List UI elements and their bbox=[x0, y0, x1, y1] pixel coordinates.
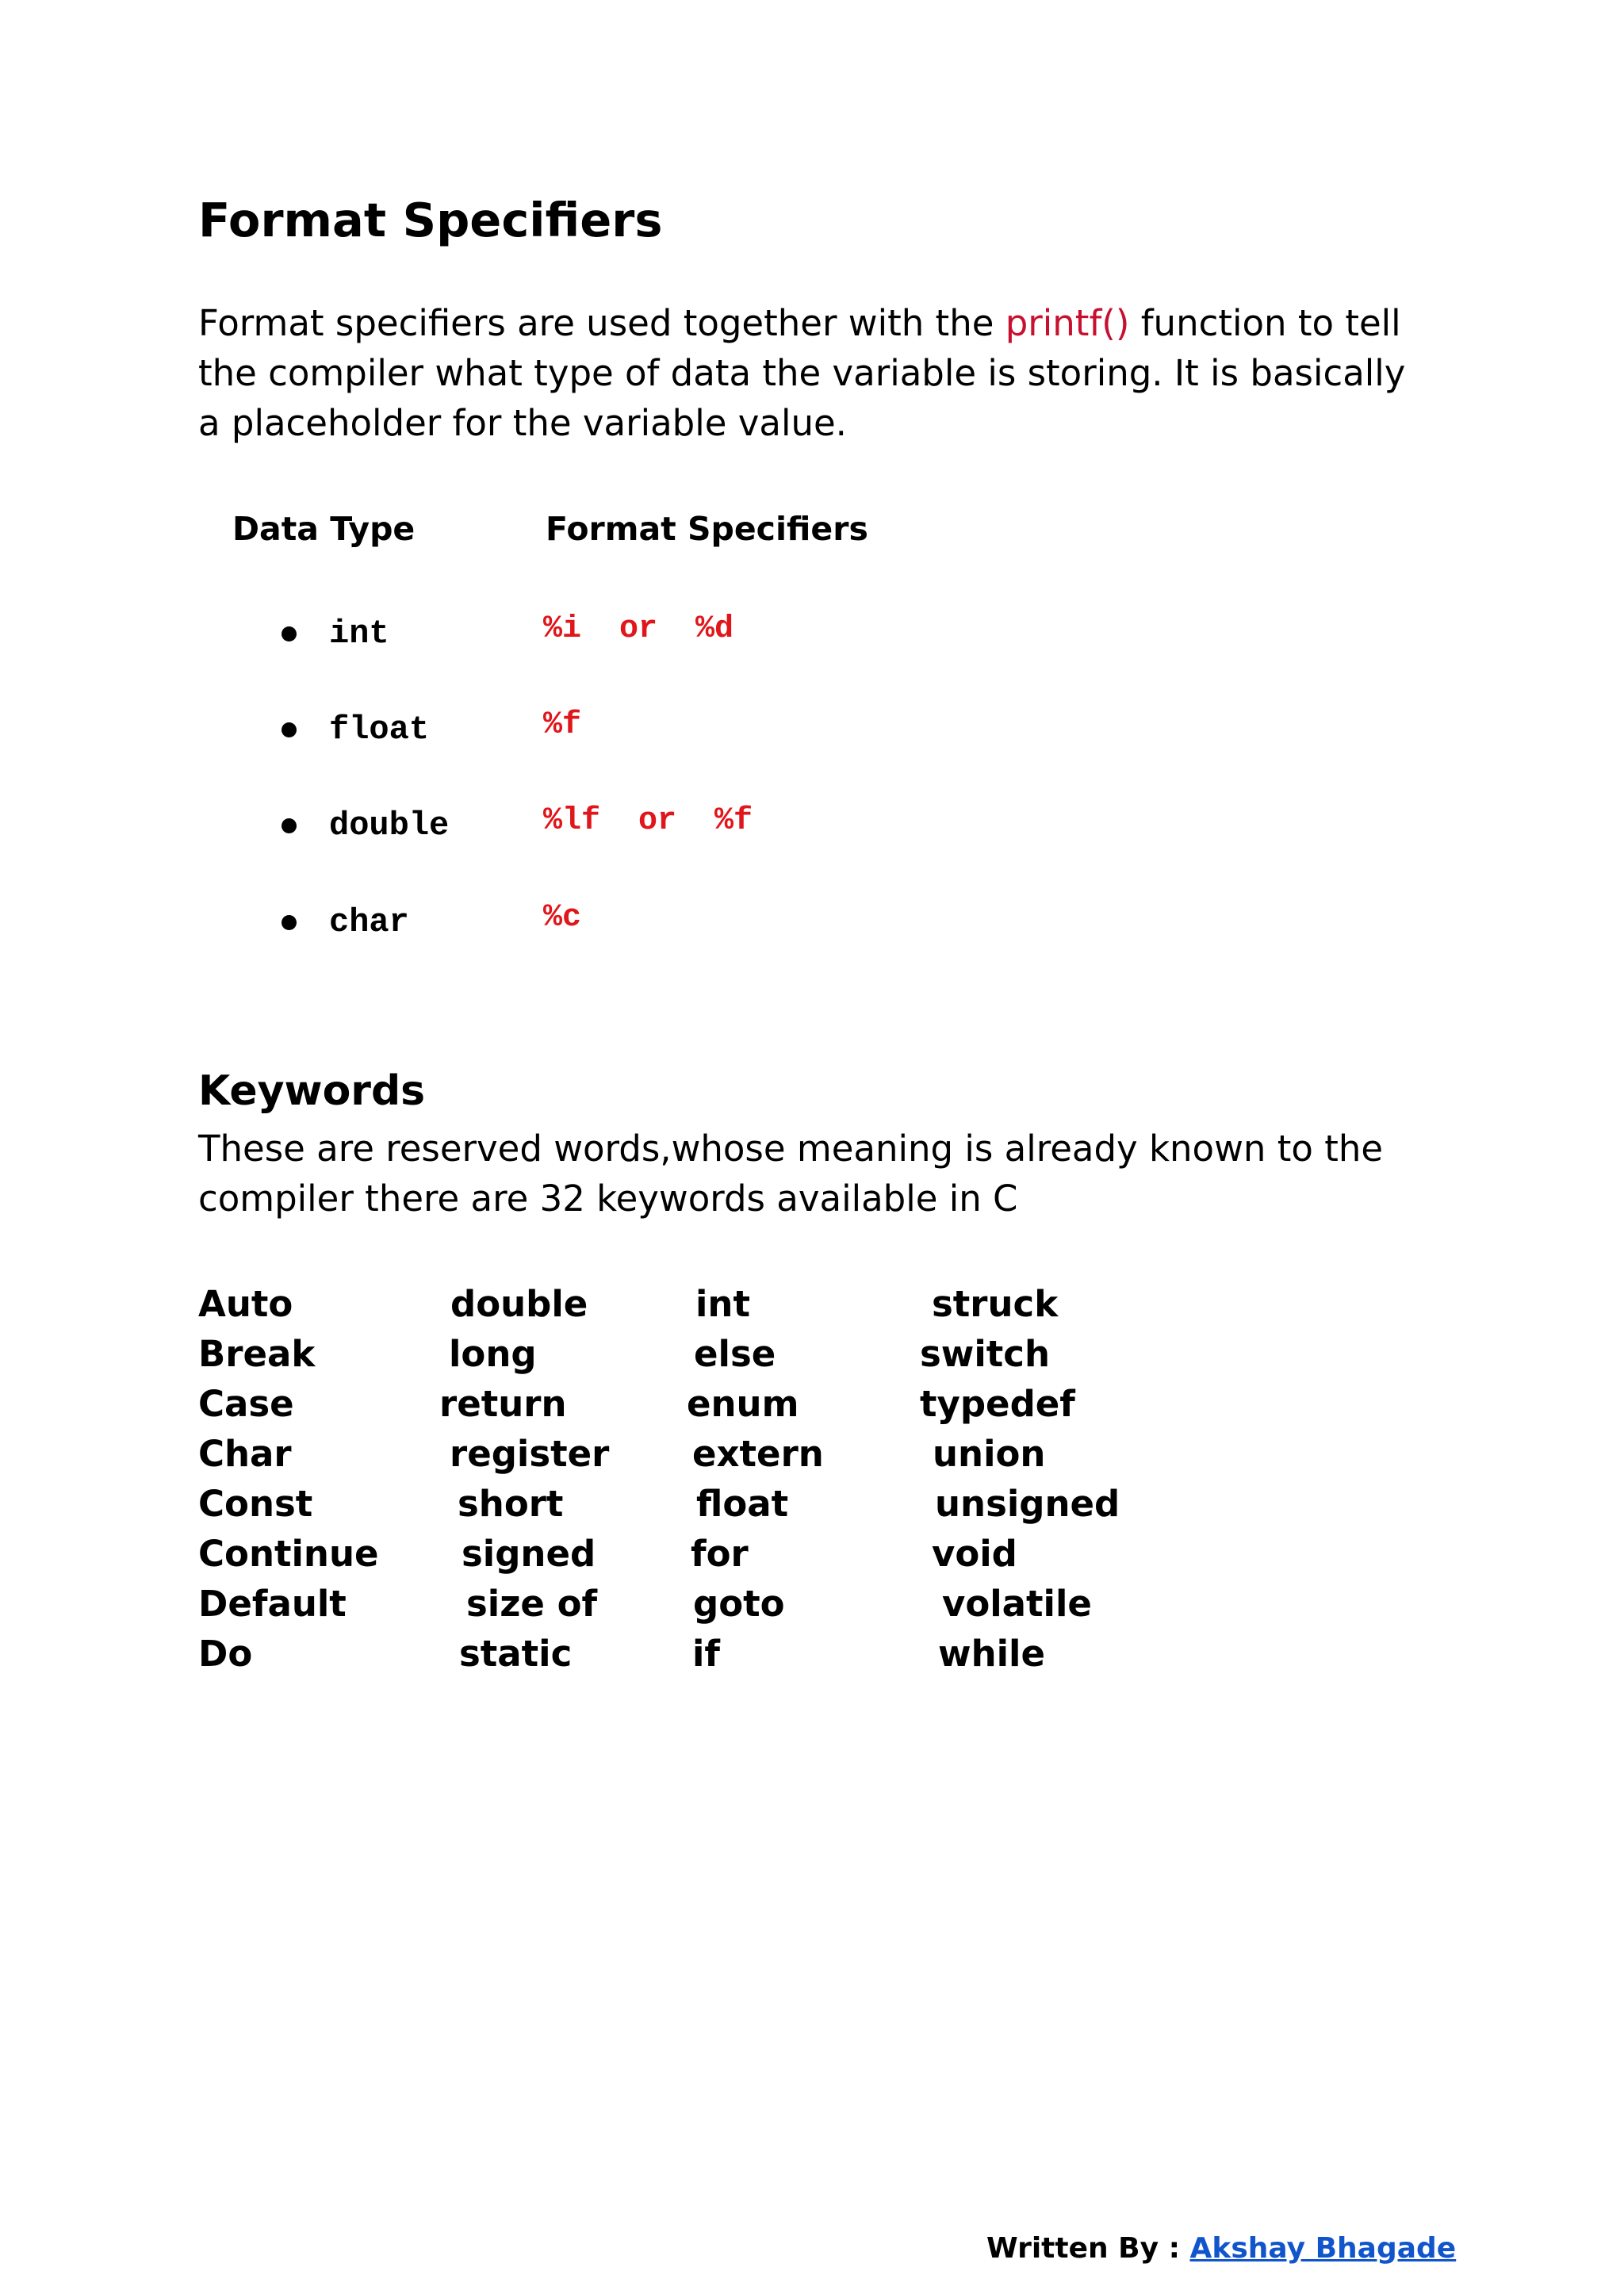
intro-text: Format specifiers are used together with the bbox=[198, 302, 1005, 344]
keyword: Auto bbox=[198, 1283, 293, 1325]
keyword: Break bbox=[198, 1333, 316, 1375]
keyword: struck bbox=[932, 1283, 1059, 1325]
spec-row-double bbox=[0, 804, 1624, 852]
data-type: float bbox=[329, 710, 430, 749]
keywords-heading: Keywords bbox=[198, 1067, 426, 1115]
intro-line-1 bbox=[198, 298, 1467, 348]
bullet-icon bbox=[282, 915, 297, 930]
format-specifier: %c bbox=[543, 900, 582, 936]
keyword: switch bbox=[920, 1333, 1051, 1375]
keyword: while bbox=[938, 1633, 1045, 1675]
bullet-icon bbox=[282, 626, 297, 641]
keywords-intro-line-2: compiler there are 32 keywords available in C bbox=[198, 1178, 1018, 1220]
keyword: if bbox=[692, 1633, 721, 1675]
keyword: extern bbox=[692, 1433, 824, 1475]
printf-code: printf() bbox=[1005, 302, 1130, 344]
keyword: short bbox=[458, 1483, 564, 1525]
keyword: volatile bbox=[942, 1583, 1092, 1625]
keywords-intro bbox=[198, 1124, 1467, 1224]
keyword: void bbox=[932, 1533, 1017, 1575]
intro-line-3: a placeholder for the variable value. bbox=[198, 402, 847, 444]
footer-label: Written By : bbox=[986, 2232, 1190, 2265]
data-type-header: Data Type bbox=[232, 510, 416, 548]
keyword: static bbox=[459, 1633, 573, 1675]
keyword: Default bbox=[198, 1583, 347, 1625]
keyword: size of bbox=[466, 1583, 598, 1625]
intro-paragraph bbox=[198, 298, 1467, 448]
author-link[interactable]: Akshay Bhagade bbox=[1189, 2232, 1457, 2265]
spec-row-float bbox=[0, 708, 1624, 756]
format-specifier: %f bbox=[543, 707, 582, 743]
keyword: Continue bbox=[198, 1533, 379, 1575]
data-type: double bbox=[329, 806, 450, 844]
keyword: int bbox=[695, 1283, 750, 1325]
intro-line-2: the compiler what type of data the variable is storing. It is basically bbox=[198, 352, 1406, 394]
spec-row-int bbox=[0, 612, 1624, 660]
format-specifiers-header: Format Specifiers bbox=[546, 510, 868, 548]
intro-text: function to tell bbox=[1129, 302, 1401, 344]
page-title: Format Specifiers bbox=[198, 193, 663, 247]
keywords-intro-line-1: These are reserved words,whose meaning is already known to the bbox=[198, 1128, 1384, 1170]
format-specifier: %i or %d bbox=[543, 611, 734, 647]
bullet-icon bbox=[282, 722, 297, 737]
keyword: Case bbox=[198, 1383, 294, 1425]
keyword: for bbox=[691, 1533, 749, 1575]
keyword: return bbox=[439, 1383, 567, 1425]
keyword: Char bbox=[198, 1433, 292, 1475]
keyword: union bbox=[933, 1433, 1046, 1475]
data-type: int bbox=[329, 615, 389, 653]
keyword: Do bbox=[198, 1633, 253, 1675]
keyword: long bbox=[449, 1333, 537, 1375]
keyword: enum bbox=[687, 1383, 799, 1425]
format-specifier: %lf or %f bbox=[543, 803, 753, 839]
keyword: goto bbox=[693, 1583, 785, 1625]
keyword: float bbox=[696, 1483, 789, 1525]
keyword: register bbox=[450, 1433, 610, 1475]
keyword: else bbox=[694, 1333, 776, 1375]
keyword: signed bbox=[462, 1533, 596, 1575]
keyword: Const bbox=[198, 1483, 313, 1525]
keyword: double bbox=[450, 1283, 588, 1325]
data-type: char bbox=[329, 903, 409, 941]
bullet-icon bbox=[282, 818, 297, 833]
keyword: unsigned bbox=[935, 1483, 1120, 1525]
spec-row-char bbox=[0, 901, 1624, 948]
footer-credit bbox=[986, 2232, 1457, 2265]
keyword: typedef bbox=[920, 1383, 1075, 1425]
